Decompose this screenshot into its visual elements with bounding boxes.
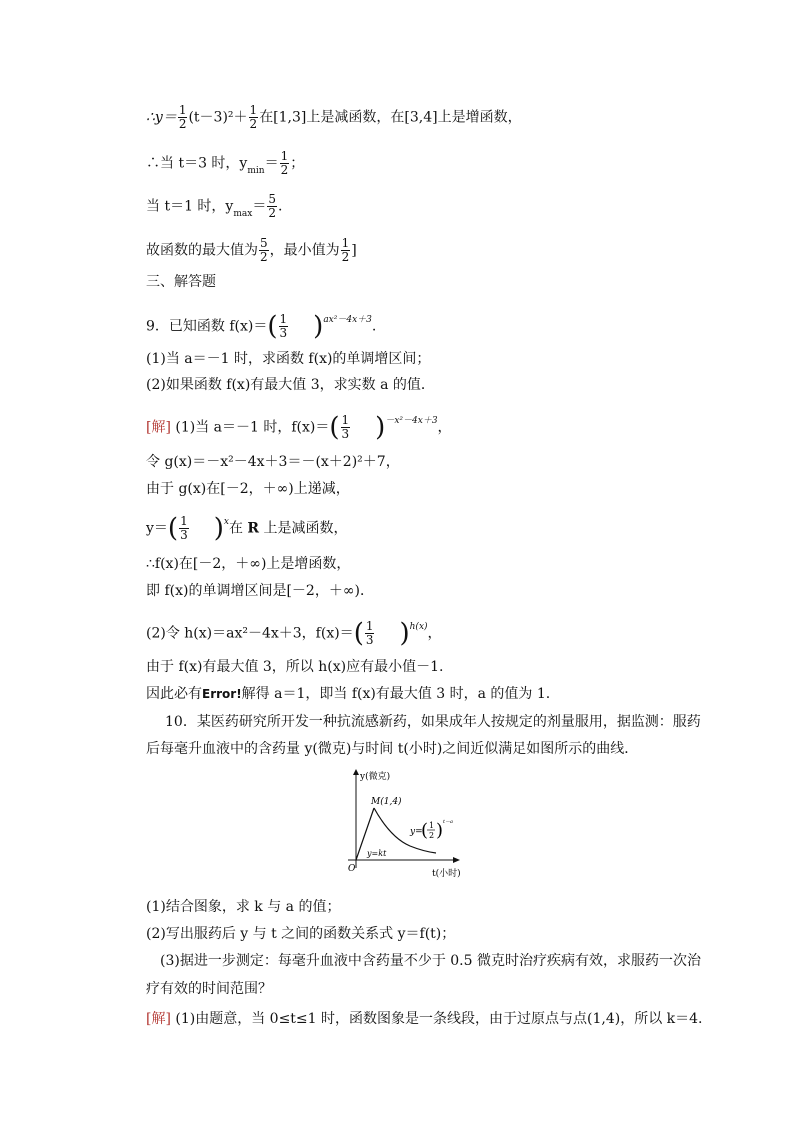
- paren-right: ): [436, 820, 444, 841]
- error-text: Error!: [202, 687, 242, 701]
- text: ∴当 t＝3 时，y: [146, 155, 248, 172]
- fraction: $\frac{1}{2}$: [178, 103, 187, 131]
- fraction: $\frac{1}{2}$: [341, 236, 350, 264]
- solution-tag: [解]: [146, 419, 171, 436]
- paren: (: [267, 311, 278, 342]
- exponent: h(x): [409, 621, 428, 632]
- text: (t－3)²＋: [188, 109, 248, 126]
- line-4: [146, 237, 357, 264]
- question-9: [146, 313, 376, 340]
- text: ，最小值为: [269, 242, 340, 259]
- fraction: $\frac{1}{2}$: [280, 149, 289, 177]
- fraction: $\frac{1}{3}$: [180, 514, 188, 542]
- text: 当 t＝1 时，y: [146, 198, 234, 215]
- text: ∴y＝: [146, 109, 177, 126]
- frac-num: 1: [429, 821, 435, 830]
- text: (1)当 a＝－1 时，f(x)＝: [170, 419, 330, 436]
- solution-9-line-9: [146, 687, 550, 701]
- x-axis-label: t(小时): [432, 869, 461, 879]
- y-axis-arrow: [353, 769, 359, 775]
- text: ]: [351, 242, 357, 259]
- solution-tag: [解]: [146, 1011, 171, 1027]
- solution-9-line-5: ∴f(x)在[－2，＋∞)上是增函数，: [146, 556, 351, 572]
- line-label: y=kt: [367, 849, 387, 858]
- text: ＝: [252, 198, 267, 215]
- text: 在: [228, 520, 248, 537]
- q10-part2: (2)写出服药后 y 与 t 之间的函数关系式 y＝f(t)；: [146, 926, 456, 942]
- solution-9-line-6: 即 f(x)的单调增区间是[－2，＋∞)．: [146, 583, 374, 599]
- text: ，: [427, 625, 442, 642]
- question-10-line-2: 后每毫升血液中的含药量 y(微克)与时间 t(小时)之间近似满足如图所示的曲线．: [146, 741, 639, 757]
- text: ；: [290, 155, 305, 172]
- text: 因此必有: [146, 686, 202, 702]
- curve-label-pre: y=: [410, 827, 423, 837]
- line-1: [146, 104, 522, 131]
- origin-label: O: [348, 864, 356, 874]
- fraction: $\frac{5}{2}$: [260, 236, 268, 264]
- solution-9-line-3: 由于 g(x)在[－2，＋∞)上递减，: [146, 481, 350, 497]
- fraction: $\frac{1}{2}$: [249, 103, 258, 131]
- solution-9-line-1: [146, 414, 452, 441]
- text: 9．已知函数 f(x)＝: [146, 318, 268, 335]
- q10-part3-line-2: 疗有效的时间范围？: [146, 981, 272, 997]
- exponent: ax²－4x＋3: [323, 314, 372, 325]
- paren-left: (: [421, 820, 429, 841]
- text: .: [277, 198, 283, 215]
- curve-exponent: t－a: [443, 819, 453, 825]
- solution-9-line-4: [146, 515, 348, 542]
- subscript: min: [247, 165, 265, 176]
- section-heading: 三、解答题: [146, 274, 216, 290]
- q10-part3-line-1: (3)据进一步测定：每毫升血液中含药量不少于 0.5 微克时治疗疾病有效，求服药一次治: [160, 953, 701, 969]
- paren: (: [167, 513, 179, 544]
- point-label: M(1,4): [371, 797, 402, 807]
- text: (1)由题意，当 0≤t≤1 时，函数图象是一条线段，由于过原点与点(1,4)，所以 k＝4.: [170, 1011, 703, 1027]
- solution-9-line-2: 令 g(x)＝－x²－4x＋3＝－(x＋2)²＋7，: [146, 454, 400, 470]
- subscript: max: [233, 208, 253, 219]
- text: y＝: [146, 520, 168, 537]
- drug-concentration-figure: [340, 768, 470, 888]
- y-axis-label: y(微克): [360, 772, 391, 782]
- fraction: $\frac{1}{3}$: [279, 312, 288, 340]
- paren: (: [353, 618, 364, 649]
- q9-part2: (2)如果函数 f(x)有最大值 3，求实数 a 的值．: [146, 377, 435, 393]
- solution-9-line-8: 由于 f(x)有最大值 3，所以 h(x)应有最小值－1.: [146, 659, 444, 675]
- text: ，: [437, 419, 452, 436]
- paren: ): [213, 513, 224, 544]
- paren: ): [313, 311, 324, 342]
- fraction: $\frac{1}{3}$: [341, 413, 350, 441]
- text: 解得 a＝1，即当 f(x)有最大值 3 时，a 的值为 1.: [241, 686, 551, 702]
- line-2: [146, 150, 304, 177]
- text: ＝: [264, 155, 279, 172]
- text: 故函数的最大值为: [146, 242, 258, 259]
- fraction: $\frac{1}{3}$: [365, 619, 374, 647]
- paren: (: [329, 412, 340, 443]
- fraction: $\frac{5}{2}$: [268, 192, 276, 220]
- paren: ): [399, 618, 410, 649]
- paren: ): [375, 412, 386, 443]
- q9-part1: (1)当 a＝－1 时，求函数 f(x)的单调增区间；: [146, 351, 431, 367]
- solution-10-line-1: [146, 1012, 703, 1026]
- question-10-line-1: 10．某医药研究所开发一种抗流感新药，如果成年人按规定的剂量服用，据监测：服药: [165, 714, 701, 730]
- line-3: [146, 193, 282, 220]
- x-axis-arrow: [453, 857, 460, 863]
- exponent: x: [223, 516, 229, 527]
- text: 上是减函数，: [259, 520, 348, 537]
- text: .: [371, 318, 377, 335]
- q10-part1: (1)结合图象，求 k 与 a 的值；: [146, 899, 341, 915]
- text: (2)令 h(x)＝ax²－4x＋3，f(x)＝: [146, 625, 354, 642]
- frac-den: 2: [429, 831, 435, 840]
- exponent: －x²－4x＋3: [385, 415, 438, 426]
- text: R: [247, 520, 260, 537]
- text: 在[1,3]上是减函数，在[3,4]上是增函数，: [259, 109, 522, 126]
- solution-9-line-7: [146, 620, 442, 647]
